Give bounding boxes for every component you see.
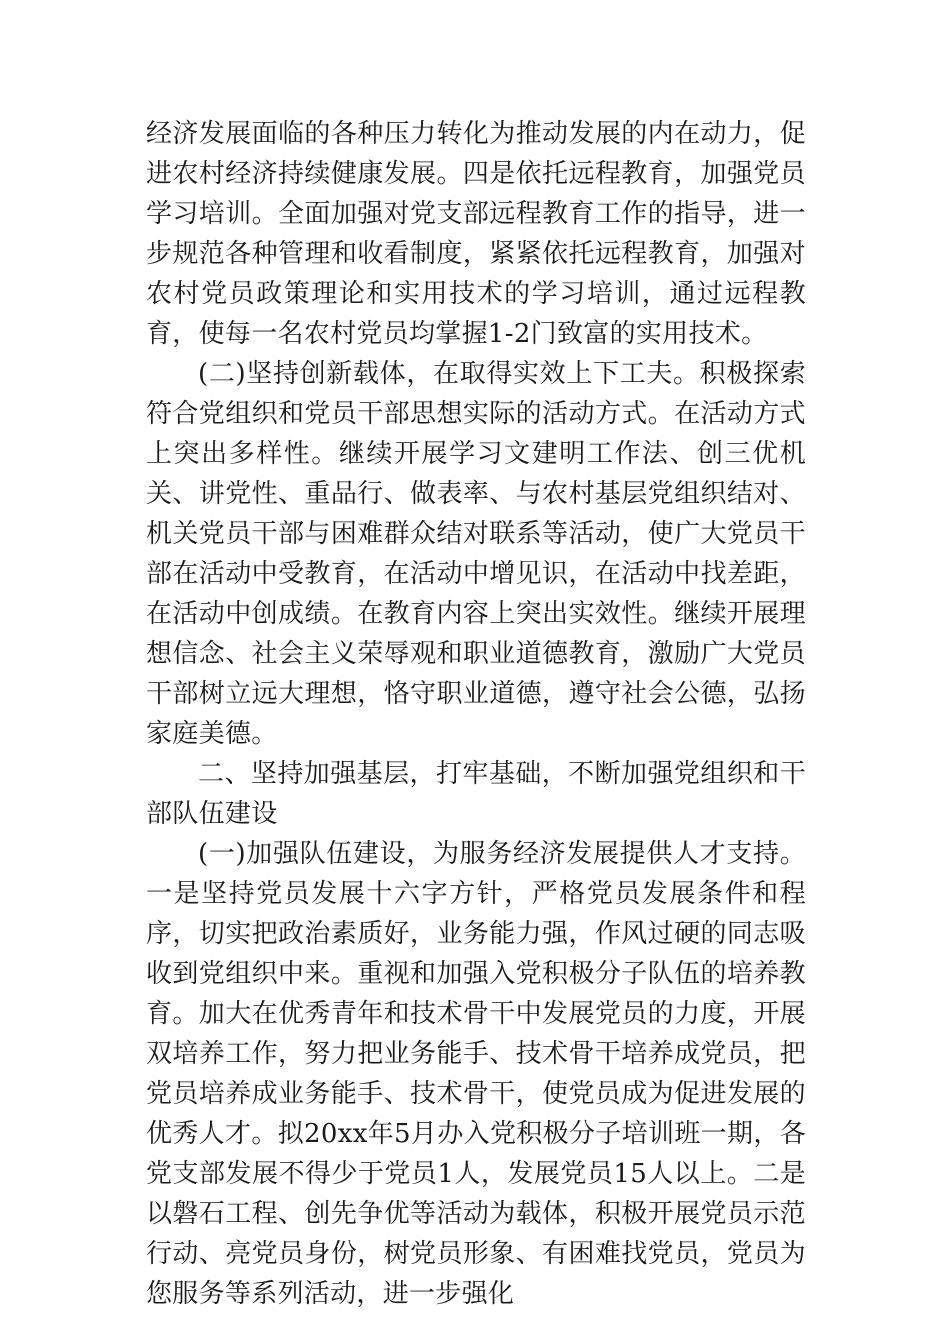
document-page (146, 114, 806, 1314)
paragraph-3: (一)加强队伍建设，为服务经济发展提供人才支持。一是坚持党员发展十六字方针，严格党员发展条件和程序，切实把政治素质好，业务能力强，作风过硬的同志吸收到党组织中来。重视和加强入党积极分子队伍的培养教育。加大在优秀青年和技术骨干中发展党员的力度，开展双培养工作，努力把业务能手、技术骨干培养成党员，把党员培养成业务能手、技术骨干，使党员成为促进发展的优秀人才。拟20xx年5月办入党积极分子培训班一期，各党支部发展不得少于党员1人，发展党员15人以上。二是以磐石工程、创先争优等活动为载体，积极开展党员示范行动、亮党员身份，树党员形象、有困难找党员，党员为您服务等系列活动，进一步强化 (146, 839, 806, 1309)
paragraph-2: (二)坚持创新载体，在取得实效上下工夫。积极探索符合党组织和党员干部思想实际的活动方式。在活动方式上突出多样性。继续开展学习文建明工作法、创三优机关、讲党性、重品行、做表率、与农村基层党组织结对、机关党员干部与困难群众结对联系等活动，使广大党员干部在活动中受教育，在活动中增见识，在活动中找差距，在活动中创成绩。在教育内容上突出实效性。继续开展理想信念、社会主义荣辱观和职业道德教育，激励广大党员干部树立远大理想，恪守职业道德，遵守社会公德，弘扬家庭美德。 (146, 359, 806, 749)
section-heading: 二、坚持加强基层，打牢基础，不断加强党组织和干部队伍建设 (146, 759, 806, 829)
paragraph-1: 经济发展面临的各种压力转化为推动发展的内在动力，促进农村经济持续健康发展。四是依托远程教育，加强党员学习培训。全面加强对党支部远程教育工作的指导，进一步规范各种管理和收看制度，紧紧依托远程教育，加强对农村党员政策理论和实用技术的学习培训，通过远程教育，使每一名农村党员均掌握1-2门致富的实用技术。 (146, 119, 806, 349)
